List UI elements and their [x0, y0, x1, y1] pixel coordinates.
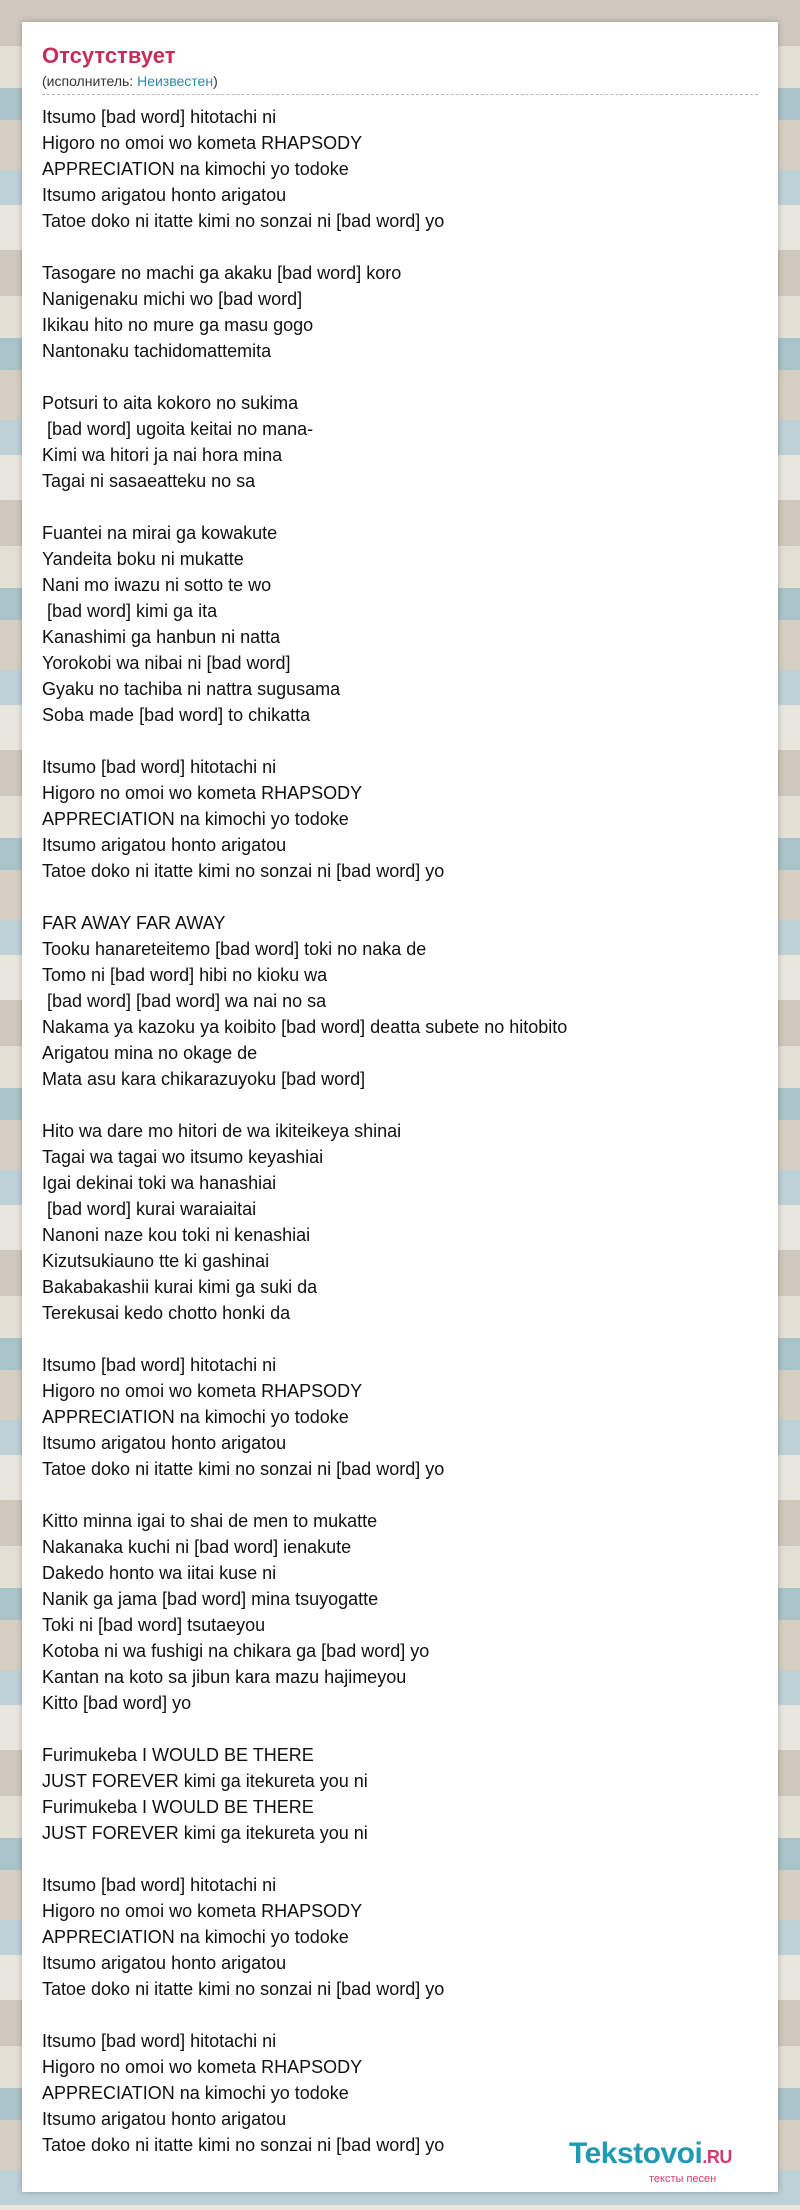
lyric-line: Itsumo [bad word] hitotachi ni [42, 757, 277, 777]
lyric-line: APPRECIATION na kimochi yo todoke [42, 2083, 349, 2103]
lyrics-card [22, 22, 778, 2192]
lyric-line: [bad word] kimi ga ita [42, 601, 218, 621]
logo-tld: .RU [702, 2147, 732, 2167]
lyric-line: Soba made [bad word] to chikatta [42, 705, 311, 725]
lyric-line: Hito wa dare mo hitori de wa ikiteikeya shinai [42, 1121, 402, 1141]
artist-suffix: ) [213, 73, 218, 89]
artist-line [42, 72, 758, 95]
lyric-stanza [42, 1118, 758, 1326]
lyric-line: Tooku hanareteitemo [bad word] toki no naka de [42, 939, 427, 959]
lyric-line: Dakedo honto wa iitai kuse ni [42, 1563, 277, 1583]
lyric-line: APPRECIATION na kimochi yo todoke [42, 1407, 349, 1427]
lyric-line: Itsumo arigatou honto arigatou [42, 2109, 287, 2129]
lyric-line: Nakanaka kuchi ni [bad word] ienakute [42, 1537, 352, 1557]
lyric-line: Yorokobi wa nibai ni [bad word] [42, 653, 291, 673]
lyric-line: Kantan na koto sa jibun kara mazu hajimeyou [42, 1667, 407, 1687]
lyric-stanza [42, 1872, 758, 2002]
lyric-line: APPRECIATION na kimochi yo todoke [42, 1927, 349, 1947]
lyric-line: Tatoe doko ni itatte kimi no sonzai ni [bad word] yo [42, 1459, 445, 1479]
artist-link[interactable]: Неизвестен [137, 73, 214, 89]
lyric-line: Higoro no omoi wo kometa RHAPSODY [42, 1901, 363, 1921]
lyric-line: Tatoe doko ni itatte kimi no sonzai ni [bad word] yo [42, 2135, 445, 2155]
lyric-line: Higoro no omoi wo kometa RHAPSODY [42, 783, 363, 803]
artist-prefix: (исполнитель: [42, 73, 138, 89]
lyric-line: Yandeita boku ni mukatte [42, 549, 244, 569]
lyric-line: Kitto [bad word] yo [42, 1693, 192, 1713]
lyric-line: Tatoe doko ni itatte kimi no sonzai ni [bad word] yo [42, 861, 445, 881]
lyric-stanza [42, 390, 758, 494]
lyric-stanza [42, 754, 758, 884]
lyric-line: Itsumo arigatou honto arigatou [42, 185, 287, 205]
lyric-line: Tagai ni sasaeatteku no sa [42, 471, 256, 491]
lyric-line: Itsumo [bad word] hitotachi ni [42, 2031, 277, 2051]
lyric-line: Tomo ni [bad word] hibi no kioku wa [42, 965, 328, 985]
lyric-stanza [42, 520, 758, 728]
lyric-line: Kitto minna igai to shai de men to mukatte [42, 1511, 378, 1531]
lyric-stanza [42, 260, 758, 364]
lyric-line: Tasogare no machi ga akaku [bad word] koro [42, 263, 402, 283]
song-header [42, 42, 758, 95]
lyric-line: Kizutsukiauno tte ki gashinai [42, 1251, 270, 1271]
lyric-line: Itsumo [bad word] hitotachi ni [42, 1355, 277, 1375]
lyric-line: Kotoba ni wa fushigi na chikara ga [bad word] yo [42, 1641, 430, 1661]
lyric-line: Kimi wa hitori ja nai hora mina [42, 445, 283, 465]
lyric-line: Itsumo arigatou honto arigatou [42, 835, 287, 855]
lyric-line: [bad word] ugoita keitai no mana- [42, 419, 314, 439]
lyric-line: Terekusai kedo chotto honki da [42, 1303, 291, 1323]
lyric-line: FAR AWAY FAR AWAY [42, 913, 226, 933]
lyric-stanza [42, 1742, 758, 1846]
lyric-line: Nantonaku tachidomattemita [42, 341, 272, 361]
lyric-stanza [42, 104, 758, 234]
lyric-line: Potsuri to aita kokoro no sukima [42, 393, 299, 413]
lyric-line: [bad word] kurai waraiaitai [42, 1199, 257, 1219]
lyric-line: Nanigenaku michi wo [bad word] [42, 289, 303, 309]
lyric-line: APPRECIATION na kimochi yo todoke [42, 159, 349, 179]
lyric-line: Furimukeba I WOULD BE THERE [42, 1745, 314, 1765]
lyric-line: Nanoni naze kou toki ni kenashiai [42, 1225, 311, 1245]
lyric-line: Tatoe doko ni itatte kimi no sonzai ni [bad word] yo [42, 211, 445, 231]
lyric-line: Itsumo [bad word] hitotachi ni [42, 107, 277, 127]
lyric-line: Toki ni [bad word] tsutaeyou [42, 1615, 266, 1635]
lyric-stanza [42, 1508, 758, 1716]
lyric-line: Tatoe doko ni itatte kimi no sonzai ni [bad word] yo [42, 1979, 445, 1999]
lyric-line: APPRECIATION na kimochi yo todoke [42, 809, 349, 829]
logo-text [569, 2138, 769, 2173]
lyric-line: [bad word] [bad word] wa nai no sa [42, 991, 327, 1011]
lyric-stanza [42, 910, 758, 1092]
logo-tagline: тексты песен [649, 2173, 717, 2185]
lyric-line: Furimukeba I WOULD BE THERE [42, 1797, 314, 1817]
lyric-line: Gyaku no tachiba ni nattra sugusama [42, 679, 341, 699]
lyric-line: Arigatou mina no okage de [42, 1043, 258, 1063]
lyric-line: Higoro no omoi wo kometa RHAPSODY [42, 133, 363, 153]
lyric-line: Nanik ga jama [bad word] mina tsuyogatte [42, 1589, 379, 1609]
lyric-line: Mata asu kara chikarazuyoku [bad word] [42, 1069, 366, 1089]
lyric-line: Bakabakashii kurai kimi ga suki da [42, 1277, 318, 1297]
lyric-line: Itsumo [bad word] hitotachi ni [42, 1875, 277, 1895]
lyric-line: Tagai wa tagai wo itsumo keyashiai [42, 1147, 324, 1167]
lyric-stanza [42, 1352, 758, 1482]
lyric-line: JUST FOREVER kimi ga itekureta you ni [42, 1823, 368, 1843]
lyrics-body [42, 104, 758, 2184]
lyric-line: Kanashimi ga hanbun ni natta [42, 627, 281, 647]
lyric-line: Igai dekinai toki wa hanashiai [42, 1173, 277, 1193]
lyric-line: Nakama ya kazoku ya koibito [bad word] deatta subete no hitobito [42, 1017, 568, 1037]
lyric-line: JUST FOREVER kimi ga itekureta you ni [42, 1771, 368, 1791]
lyric-line: Higoro no omoi wo kometa RHAPSODY [42, 2057, 363, 2077]
lyric-line: Itsumo arigatou honto arigatou [42, 1433, 287, 1453]
lyric-line: Higoro no omoi wo kometa RHAPSODY [42, 1381, 363, 1401]
logo-name: Tekstovoi [569, 2137, 703, 2170]
site-logo[interactable] [569, 2138, 769, 2185]
lyric-line: Ikikau hito no mure ga masu gogo [42, 315, 314, 335]
lyric-line: Fuantei na mirai ga kowakute [42, 523, 278, 543]
lyric-line: Nani mo iwazu ni sotto te wo [42, 575, 272, 595]
lyric-line: Itsumo arigatou honto arigatou [42, 1953, 287, 1973]
song-title: Отсутствует [42, 43, 176, 68]
